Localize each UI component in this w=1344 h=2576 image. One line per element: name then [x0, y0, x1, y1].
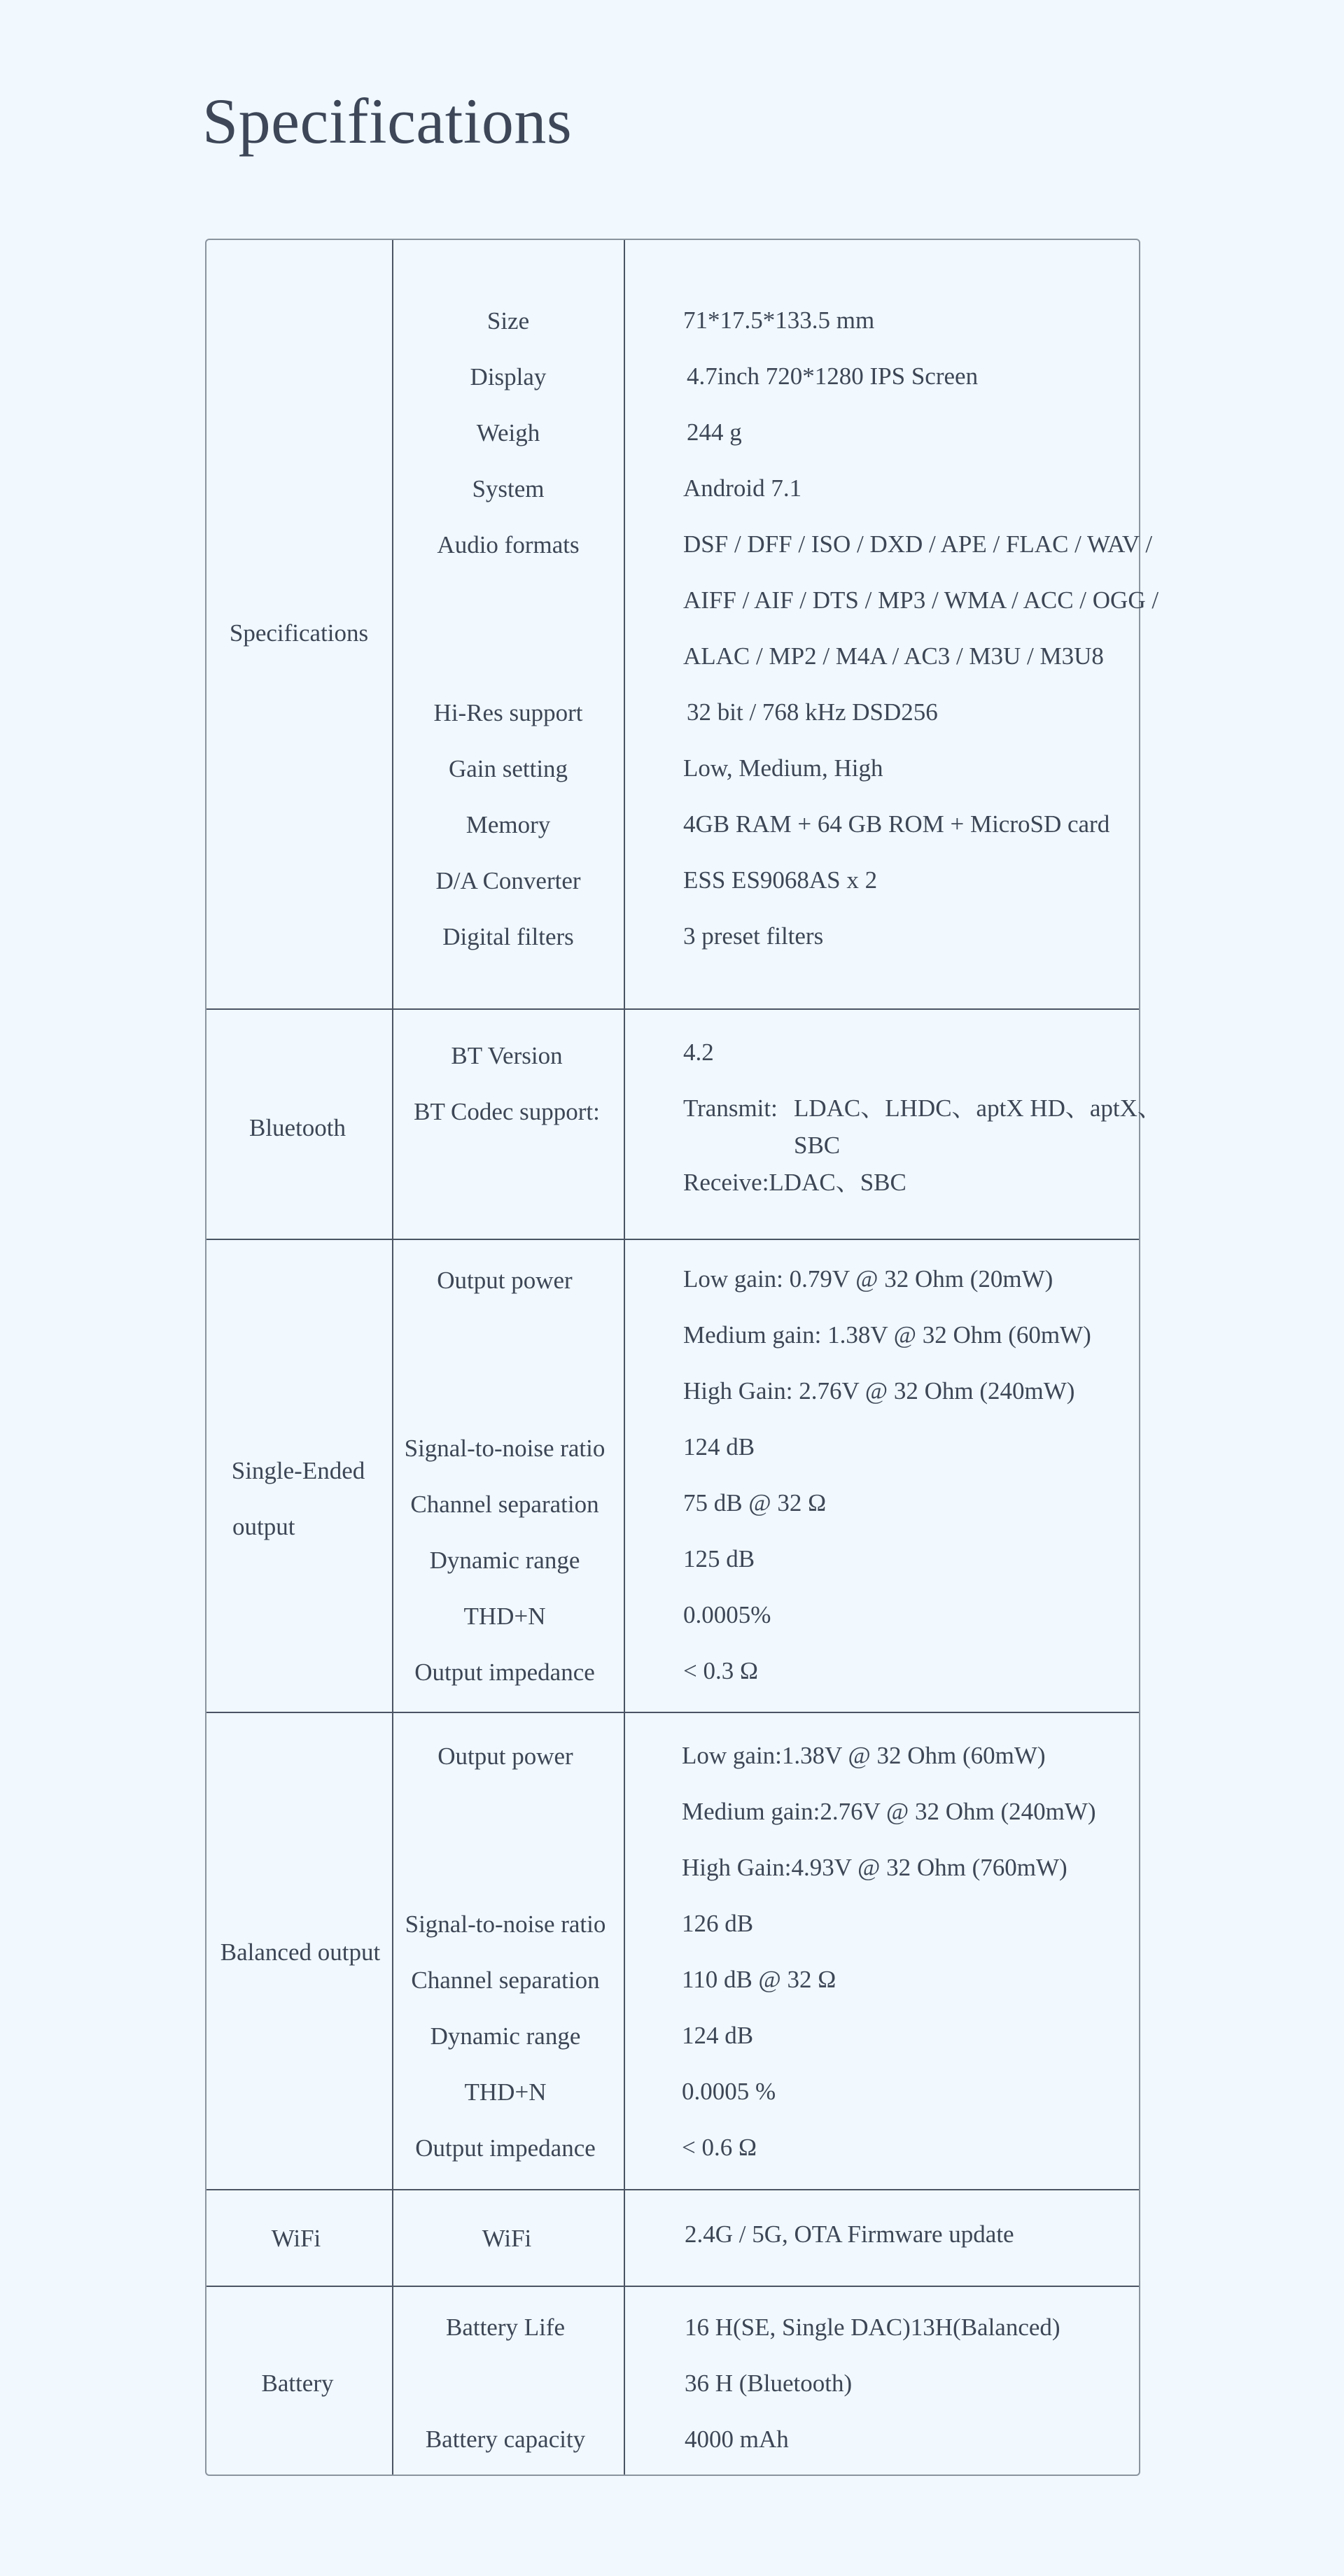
- spec-label-memory: Memory: [465, 811, 551, 838]
- spec-label-filters: Digital filters: [442, 923, 574, 950]
- battery-value-life-line1: 16 H(SE, Single DAC)13H(Balanced): [685, 2314, 1060, 2341]
- section-label-single-ended-line1: Single-Ended: [231, 1457, 365, 1484]
- spec-value-audio-formats-line1: DSF / DFF / ISO / DXD / APE / FLAC / WAV /: [683, 530, 1153, 558]
- spec-label-size: Size: [486, 307, 530, 335]
- bal-label-thd: THD+N: [464, 2078, 547, 2106]
- bt-value-transmit-line2: SBC: [794, 1132, 841, 1159]
- spec-value-system: Android 7.1: [683, 474, 802, 502]
- spec-value-gain: Low, Medium, High: [683, 754, 883, 782]
- section-divider: [206, 1239, 1139, 1240]
- spec-label-weigh: Weigh: [476, 419, 540, 446]
- spec-value-filters: 3 preset filters: [683, 922, 824, 950]
- se-label-separation: Channel separation: [410, 1491, 599, 1518]
- bal-value-snr: 126 dB: [682, 1910, 754, 1937]
- section-label-single-ended-line2: output: [232, 1513, 295, 1540]
- spec-label-gain: Gain setting: [448, 755, 568, 782]
- bt-value-transmit-line1: LDAC、LHDC、aptX HD、aptX、: [794, 1095, 1162, 1122]
- spec-value-hires: 32 bit / 768 kHz DSD256: [687, 698, 938, 726]
- bal-label-impedance: Output impedance: [415, 2134, 596, 2162]
- spec-label-system: System: [472, 475, 545, 502]
- spec-value-audio-formats-line3: ALAC / MP2 / M4A / AC3 / M3U / M3U8: [683, 642, 1104, 670]
- se-value-impedance: < 0.3 Ω: [683, 1657, 758, 1684]
- se-value-separation: 75 dB @ 32 Ω: [683, 1489, 827, 1516]
- spec-value-audio-formats-line2: AIFF / AIF / DTS / MP3 / WMA / ACC / OGG /: [683, 586, 1159, 614]
- battery-value-life-line2: 36 H (Bluetooth): [685, 2370, 853, 2397]
- spec-value-dac: ESS ES9068AS x 2: [683, 866, 878, 894]
- spec-label-display: Display: [470, 363, 547, 390]
- bal-value-impedance: < 0.6 Ω: [682, 2134, 757, 2161]
- wifi-value: 2.4G / 5G, OTA Firmware update: [685, 2220, 1014, 2248]
- bal-value-power-medium: Medium gain:2.76V @ 32 Ohm (240mW): [682, 1798, 1096, 1825]
- section-label-wifi: WiFi: [271, 2225, 321, 2252]
- column-divider: [392, 240, 393, 2475]
- spec-value-display: 4.7inch 720*1280 IPS Screen: [687, 363, 979, 390]
- bt-value-version: 4.2: [683, 1039, 714, 1066]
- bt-value-receive: Receive:LDAC、SBC: [683, 1169, 906, 1196]
- se-value-power-low: Low gain: 0.79V @ 32 Ohm (20mW): [683, 1265, 1054, 1293]
- section-divider: [206, 1712, 1139, 1713]
- bal-value-thd: 0.0005 %: [682, 2078, 776, 2105]
- se-value-power-high: High Gain: 2.76V @ 32 Ohm (240mW): [683, 1377, 1075, 1405]
- se-label-thd: THD+N: [463, 1603, 546, 1630]
- battery-value-capacity: 4000 mAh: [685, 2426, 789, 2453]
- section-label-specifications: Specifications: [229, 619, 369, 647]
- se-label-impedance: Output impedance: [414, 1659, 595, 1686]
- bal-value-power-low: Low gain:1.38V @ 32 Ohm (60mW): [682, 1742, 1046, 1769]
- se-value-power-medium: Medium gain: 1.38V @ 32 Ohm (60mW): [683, 1321, 1091, 1349]
- spec-label-hires: Hi-Res support: [433, 699, 583, 726]
- spec-value-memory: 4GB RAM + 64 GB ROM + MicroSD card: [683, 810, 1110, 838]
- se-label-power: Output power: [437, 1267, 573, 1294]
- page-title: Specifications: [202, 85, 573, 157]
- bal-label-snr: Signal-to-noise ratio: [405, 1910, 606, 1938]
- section-label-bluetooth: Bluetooth: [248, 1114, 346, 1141]
- battery-label-capacity: Battery capacity: [425, 2426, 586, 2453]
- bal-value-dynamic: 124 dB: [682, 2022, 754, 2049]
- bal-label-separation: Channel separation: [411, 1966, 600, 1994]
- se-value-snr: 124 dB: [683, 1433, 755, 1461]
- column-divider: [624, 240, 625, 2475]
- se-value-dynamic: 125 dB: [683, 1545, 755, 1572]
- spec-label-audio-formats: Audio formats: [437, 531, 580, 558]
- spec-label-dac: D/A Converter: [435, 867, 581, 894]
- bal-value-separation: 110 dB @ 32 Ω: [682, 1966, 836, 1993]
- battery-label-life: Battery Life: [445, 2314, 566, 2341]
- se-label-snr: Signal-to-noise ratio: [404, 1435, 606, 1462]
- section-divider: [206, 2189, 1139, 2190]
- section-label-battery: Battery: [261, 2370, 334, 2397]
- bt-label-version: BT Version: [451, 1042, 563, 1069]
- section-divider: [206, 2286, 1139, 2287]
- bal-label-dynamic: Dynamic range: [430, 2022, 581, 2050]
- section-divider: [206, 1008, 1139, 1010]
- specifications-table: [205, 239, 1162, 2476]
- spec-value-weigh: 244 g: [687, 418, 742, 446]
- section-label-balanced: Balanced output: [220, 1938, 381, 1966]
- bal-value-power-high: High Gain:4.93V @ 32 Ohm (760mW): [682, 1854, 1068, 1881]
- bt-value-transmit-label: Transmit:: [683, 1095, 778, 1122]
- se-label-dynamic: Dynamic range: [429, 1547, 580, 1574]
- se-value-thd: 0.0005%: [683, 1601, 771, 1628]
- bt-label-codec: BT Codec support:: [414, 1098, 600, 1125]
- wifi-label: WiFi: [482, 2225, 532, 2252]
- spec-value-size: 71*17.5*133.5 mm: [683, 307, 875, 334]
- bal-label-power: Output power: [438, 1743, 573, 1770]
